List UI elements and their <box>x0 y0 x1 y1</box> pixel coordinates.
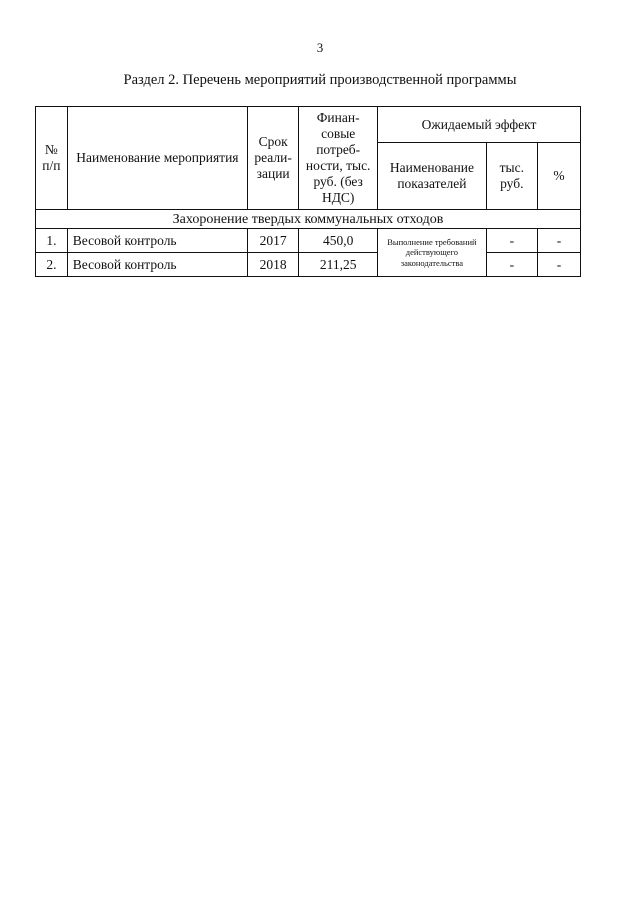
row-rub: - <box>486 253 537 277</box>
row-rub: - <box>486 229 537 253</box>
section-title: Раздел 2. Перечень мероприятий производственной программы <box>123 72 517 88</box>
row-amount: 211,25 <box>299 253 378 277</box>
row-name: Весовой контроль <box>67 253 247 277</box>
header-no: № п/п <box>36 107 68 210</box>
row-no: 1. <box>36 229 68 253</box>
row-year: 2017 <box>248 229 299 253</box>
header-indicator-name: Наименование показателей <box>378 143 487 210</box>
row-name: Весовой контроль <box>67 229 247 253</box>
header-finance: Финан-совые потреб-ности, тыс. руб. (без НДС) <box>299 107 378 210</box>
header-effect: Ожидаемый эффект <box>378 107 581 143</box>
header-name: Наименование мероприятия <box>67 107 247 210</box>
measures-table <box>35 106 581 277</box>
indicator-text: Выполнение требований действующего законодательства <box>378 229 487 277</box>
row-no: 2. <box>36 253 68 277</box>
table-row <box>36 229 581 253</box>
row-amount: 450,0 <box>299 229 378 253</box>
page-number: 3 <box>316 40 324 55</box>
row-pct: - <box>537 229 580 253</box>
group-row: Захоронение твердых коммунальных отходов <box>36 210 581 229</box>
table-row <box>36 253 581 277</box>
header-thousand-rub: тыс. руб. <box>486 143 537 210</box>
header-percent: % <box>537 143 580 210</box>
row-pct: - <box>537 253 580 277</box>
header-term: Срок реали-зации <box>248 107 299 210</box>
row-year: 2018 <box>248 253 299 277</box>
